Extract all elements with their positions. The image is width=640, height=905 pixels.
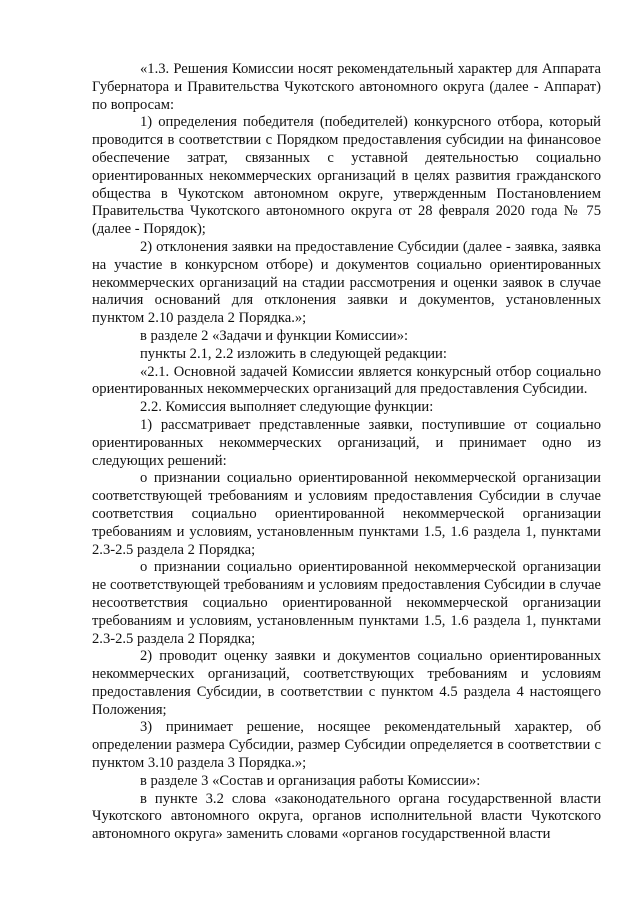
paragraph-section-2-heading: в разделе 2 «Задачи и функции Комиссии»:	[140, 327, 409, 344]
paragraph-item-1: 1) определения победителя (победителей) конкурсного отбора, который проводится в соответствии с Порядком предоставления субсидии на финансовое обеспечение затрат, связанных с уставной деятельностью социально ориентированных некоммерческих организаций в целях развития гражданского общества в Чукотском автономном округе, утвержденным Постановлением Правительства Чукотского автономного округа от 28 февраля 2020 года № 75 (далее - Порядок);	[92, 114, 601, 238]
paragraph-1-3: «1.3. Решения Комиссии носят рекомендательный характер для Аппарата Губернатора и Правительства Чукотского автономного округа (далее - Аппарат) по вопросам:	[92, 61, 601, 113]
paragraph-points-2-1-2-2: пункты 2.1, 2.2 изложить в следующей редакции:	[140, 345, 447, 362]
document-body	[92, 61, 601, 844]
paragraph-decision-noncompliant: о признании социально ориентированной некоммерческой организации не соответствующей требованиям и условиям предоставления Субсидии в случае несоответствия социально ориентированной некоммерческой организации требованиям и условиям, установленным пунктами 1.5, 1.6 раздела 1, пунктами 2.3-2.5 раздела 2 Порядка;	[92, 559, 601, 647]
paragraph-item-2: 2) отклонения заявки на предоставление Субсидии (далее - заявка, заявка на участие в конкурсном отборе) и документов социально ориентированных некоммерческих организаций на стадии рассмотрения и оценки заявок в случае наличия оснований для отклонения заявки и документов, установленных пунктом 2.10 раздела 2 Порядка.»;	[92, 238, 601, 327]
paragraph-2-2: 2.2. Комиссия выполняет следующие функции:	[140, 399, 434, 416]
paragraph-point-3-2: в пункте 3.2 слова «законодательного органа государственной власти Чукотского автономного округа, органов исполнительной власти Чукотского автономного округа» заменить словами «органов государственной власти	[92, 790, 601, 843]
paragraph-function-1: 1) рассматривает представленные заявки, поступившие от социально ориентированных некоммерческих организаций, и принимает одно из следующих решений:	[92, 416, 601, 469]
paragraph-function-3: 3) принимает решение, носящее рекомендательный характер, об определении размера Субсидии, размер Субсидии определяется в соответствии с пунктом 3.10 раздела 3 Порядка.»;	[92, 719, 601, 772]
paragraph-decision-compliant: о признании социально ориентированной некоммерческой организации соответствующей требованиям и условиям предоставления Субсидии в случае соответствия социально ориентированной некоммерческой организации требованиям и условиям, установленным пунктами 1.5, 1.6 раздела 1, пунктами 2.3-2.5 раздела 2 Порядка;	[92, 470, 601, 558]
paragraph-2-1: «2.1. Основной задачей Комиссии является конкурсный отбор социально ориентированных некоммерческих организаций для предоставления Субсидии.	[92, 363, 601, 398]
paragraph-function-2: 2) проводит оценку заявки и документов социально ориентированных некоммерческих организаций, соответствующих требованиям и условиям предоставления Субсидии, в соответствии с пунктом 4.5 раздела 4 настоящего Положения;	[92, 648, 601, 718]
paragraph-section-3-heading: в разделе 3 «Состав и организация работы Комиссии»:	[140, 772, 481, 789]
